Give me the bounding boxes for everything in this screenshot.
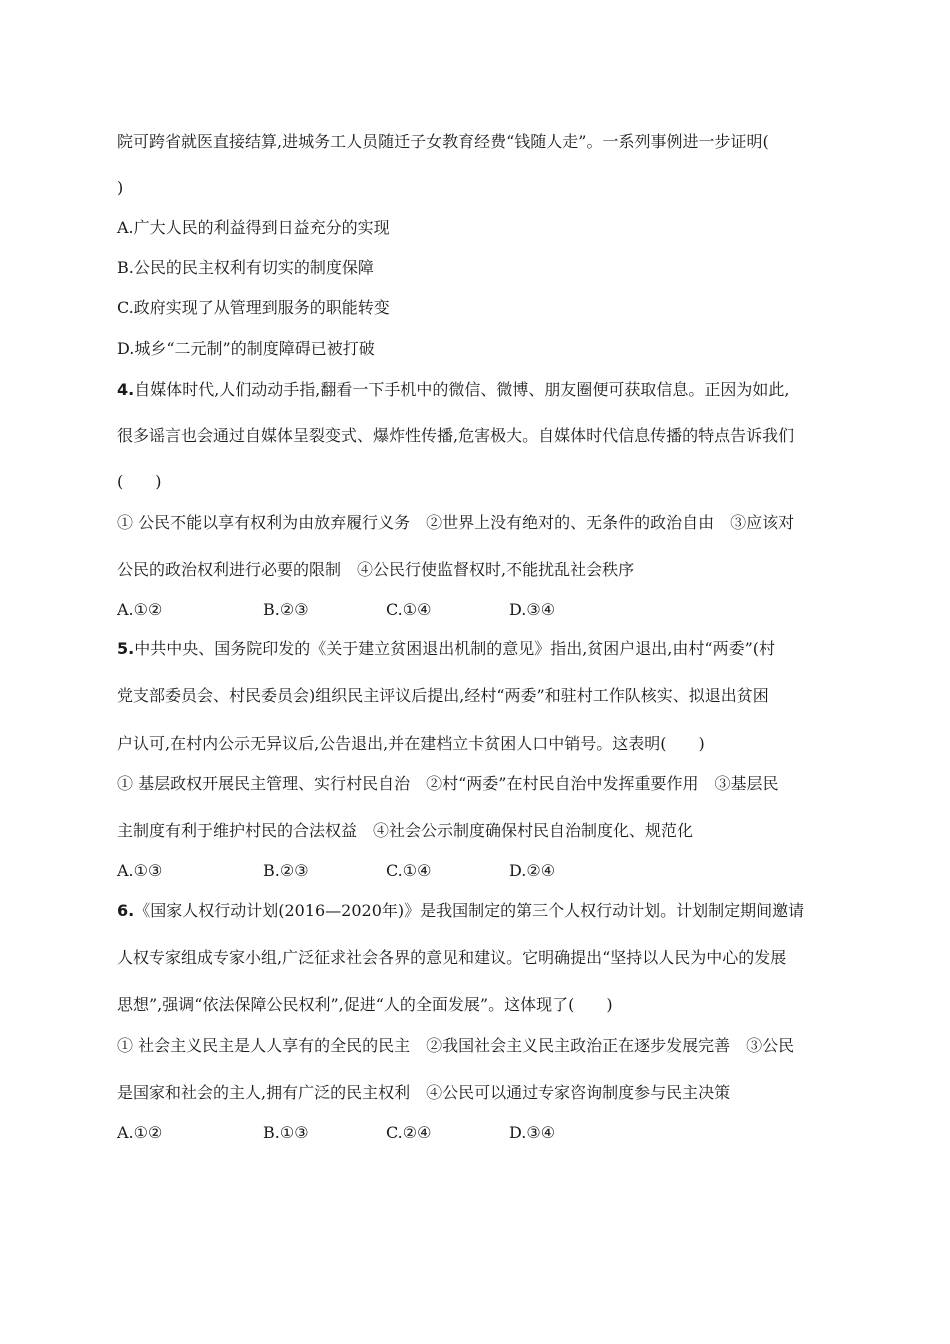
q6-choice-c: C.②④ [386, 1123, 432, 1142]
q6-choice-d: D.③④ [509, 1123, 556, 1142]
q5-stem-line-3: 户认可,在村内公示无异议后,公告退出,并在建档立卡贫困人口中销号。这表明( ) [117, 734, 705, 753]
q6-stem-line-1 [117, 900, 804, 922]
q5-stem-text-1: 中共中央、国务院印发的《关于建立贫困退出机制的意见》指出,贫困户退出,由村“两委”(村 [134, 639, 775, 658]
q5-choice-d: D.②④ [509, 861, 556, 880]
q4-choice-d: D.③④ [509, 600, 556, 619]
q3-option-b: B.公民的民主权利有切实的制度保障 [117, 258, 374, 277]
q6-choice-b: B.①③ [263, 1123, 309, 1142]
q5-stem-line-2: 党支部委员会、村民委员会)组织民主评议后提出,经村“两委”和驻村工作队核实、拟退出贫困 [117, 686, 769, 705]
q6-stem-line-3: 思想”,强调“依法保障公民权利”,促进“人的全面发展”。这体现了( ) [117, 995, 613, 1014]
q5-statements-line-2: 主制度有利于维护村民的合法权益 ④社会公示制度确保村民自治制度化、规范化 [117, 821, 694, 840]
q4-choice-a: A.①② [117, 600, 163, 619]
q3-option-d: D.城乡“二元制”的制度障碍已被打破 [117, 339, 375, 358]
q4-stem-text-1: 自媒体时代,人们动动手指,翻看一下手机中的微信、微博、朋友圈便可获取信息。正因为如此, [134, 380, 790, 399]
q4-stem-line-3: ( ) [117, 472, 162, 491]
q5-stem-line-1 [117, 638, 775, 660]
q6-stem-text-1: 《国家人权行动计划(2016—2020年)》是我国制定的第三个人权行动计划。计划制定期间邀请 [134, 901, 805, 920]
q4-statements-line-2: 公民的政治权利进行必要的限制 ④公民行使监督权时,不能扰乱社会秩序 [117, 560, 635, 579]
q6-stem-line-2: 人权专家组成专家小组,广泛征求社会各界的意见和建议。它明确提出“坚持以人民为中心的发展 [117, 948, 787, 967]
q3-option-c: C.政府实现了从管理到服务的职能转变 [117, 298, 390, 317]
q6-statements-line-1: ① 社会主义民主是人人享有的全民的民主 ②我国社会主义民主政治正在逐步发展完善 ③公民 [117, 1036, 795, 1055]
q4-statements-line-1: ① 公民不能以享有权利为由放弃履行义务 ②世界上没有绝对的、无条件的政治自由 ③应该对 [117, 513, 795, 532]
q5-statements-line-1: ① 基层政权开展民主管理、实行村民自治 ②村“两委”在村民自治中发挥重要作用 ③基层民 [117, 774, 779, 793]
q4-choice-c: C.①④ [386, 600, 432, 619]
q4-choice-b: B.②③ [263, 600, 309, 619]
q6-statements-line-2: 是国家和社会的主人,拥有广泛的民主权利 ④公民可以通过专家咨询制度参与民主决策 [117, 1083, 731, 1102]
q6-choice-a: A.①② [117, 1123, 163, 1142]
q3-stem-line-1: 院可跨省就医直接结算,进城务工人员随迁子女教育经费“钱随人走”。一系列事例进一步证明( [117, 132, 769, 151]
q5-choice-b: B.②③ [263, 861, 309, 880]
q5-choice-c: C.①④ [386, 861, 432, 880]
q5-number: 5. [117, 639, 135, 658]
q3-option-a: A.广大人民的利益得到日益充分的实现 [117, 218, 390, 237]
q3-stem-line-2: ) [117, 178, 124, 197]
q5-choice-a: A.①③ [117, 861, 163, 880]
q4-number: 4. [117, 380, 135, 399]
q4-stem-line-2: 很多谣言也会通过自媒体呈裂变式、爆炸性传播,危害极大。自媒体时代信息传播的特点告诉我们 [117, 426, 795, 445]
q6-number: 6. [117, 901, 135, 920]
q4-stem-line-1 [117, 379, 789, 401]
